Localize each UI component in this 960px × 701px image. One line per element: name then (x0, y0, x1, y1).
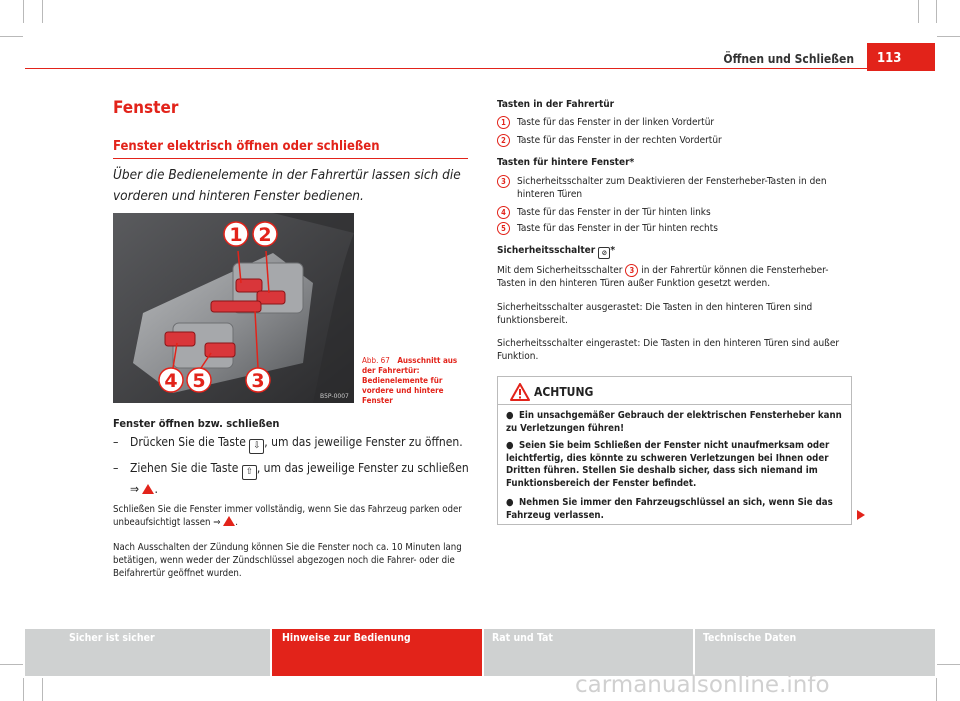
paragraph-switch-engaged: Sicherheitsschalter eingerastet: Die Tasten in den hinteren Türen sind außer Funktion. (497, 338, 840, 362)
crop-mark (936, 678, 937, 701)
crop-mark (937, 664, 960, 665)
figure-caption (362, 356, 470, 406)
warning-title: ACHTUNG (534, 385, 594, 399)
safety-switch-icon: ⊘ (598, 247, 610, 259)
crop-mark (0, 664, 23, 665)
instruction-open: – Drücken Sie die Taste ⇩ , um das jeweilige Fenster zu öffnen. (113, 433, 468, 451)
heading-safety-switch: Sicherheitsschalter ⊘ * (497, 245, 616, 257)
main-title: Fenster (113, 98, 179, 118)
figure-code: B5P-0007 (320, 393, 349, 400)
crop-mark (937, 36, 960, 37)
subheading-open-close: Fenster öffnen bzw. schließen (113, 417, 280, 430)
running-header: Öffnen und Schließen (723, 52, 854, 66)
intro-text: Über die Bedienelemente in der Fahrertür lassen sich die vorderen und hinteren Fenster bedienen. (113, 167, 461, 204)
paragraph-close-fully: Schließen Sie die Fenster immer vollständig, wenn Sie das Fahrzeug parken oder unbeaufsichtigt lassen ⇒ . (113, 504, 462, 528)
page-number: 113 (867, 43, 935, 71)
footer-tab-operation[interactable]: Hinweise zur Bedienung (272, 629, 482, 676)
caption-text: Ausschnitt aus der Fahrertür: Bedienelemente für vordere und hintere Fenster (362, 356, 458, 405)
crop-mark (42, 678, 43, 701)
callout-4 (159, 368, 183, 392)
header-rule (25, 68, 867, 69)
svg-text:3: 3 (251, 370, 265, 392)
crop-mark (23, 0, 24, 23)
paragraph-switch-released: Sicherheitsschalter ausgerastet: Die Tasten in den hinteren Türen sind funktionsbereit. (497, 302, 813, 326)
warning-box: ACHTUNG ● Ein unsachgemäßer Gebrauch der elektrischen Fensterheber kann zu Verletzungen führen! ● Seien Sie beim Schließen der Fenster nicht unaufmerksam oder leichtfertig, dies könnte zu schweren Verletzungen bei Ihnen oder Dritten führen. Stellen Sie deshalb sicher, dass sich niemand im Funktionsbereich der Fenster befindet. ● Nehmen Sie immer den Fahrzeugschlüssel an sich, wenn Sie das Fahrzeug verlassen. (497, 376, 852, 525)
section-rule (113, 158, 468, 159)
svg-text:5: 5 (192, 370, 206, 392)
svg-text:1: 1 (229, 224, 243, 246)
callout-5 (187, 368, 211, 392)
footer-tab-safety[interactable]: Sicher ist sicher (25, 629, 270, 676)
footer-tab-advice[interactable]: Rat und Tat (484, 629, 693, 676)
door-controls-illustration (113, 213, 354, 403)
callout-3 (246, 368, 270, 392)
continue-arrow-icon (857, 510, 865, 520)
watermark: carmanualsonline.info (575, 672, 830, 698)
window-button-icon: ⇧ (242, 465, 257, 480)
window-button-icon: ⇩ (249, 439, 264, 454)
crop-mark (42, 0, 43, 23)
crop-mark (918, 0, 919, 23)
crop-mark (0, 36, 23, 37)
callout-1 (224, 222, 248, 246)
warning-ref-icon (223, 516, 235, 526)
door-controls-figure (113, 213, 354, 403)
crop-mark (936, 0, 937, 23)
warning-ref-icon (142, 484, 154, 494)
caption-label: Abb. 67 (362, 356, 390, 365)
footer-tab-technical-data[interactable]: Technische Daten (695, 629, 935, 676)
warning-icon (510, 383, 530, 401)
svg-text:2: 2 (258, 224, 272, 246)
instruction-close: – Ziehen Sie die Taste ⇧ , um das jeweilige Fenster zu schließen ⇒ . (113, 461, 469, 496)
callout-2 (253, 222, 277, 246)
warning-header (498, 377, 851, 405)
crop-mark (23, 678, 24, 701)
heading-rear-window-buttons: Tasten für hintere Fenster* (497, 157, 635, 168)
svg-text:4: 4 (164, 370, 178, 392)
heading-driver-door-buttons: Tasten in der Fahrertür (497, 99, 615, 110)
section-title: Fenster elektrisch öffnen oder schließen (113, 139, 380, 154)
paragraph-ignition: Nach Ausschalten der Zündung können Sie die Fenster noch ca. 10 Minuten lang betätigen, wenn weder der Zündschlüssel abgezogen noch die Fahrer- oder die Beifahrertür geöffnet wurden. (113, 542, 462, 579)
paragraph-safety-switch: Mit dem Sicherheitsschalter 3 in der Fahrertür können die Fensterheber-Tasten in den hinteren Türen außer Funktion gesetzt werden. (497, 265, 829, 289)
